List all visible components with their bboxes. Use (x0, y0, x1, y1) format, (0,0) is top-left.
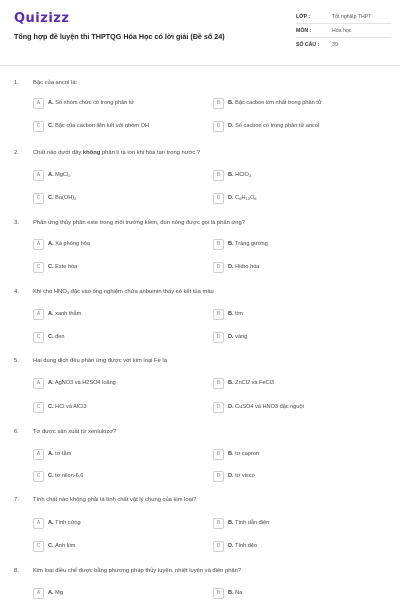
question-subscript: 3 (66, 290, 70, 295)
option-text: H (241, 195, 246, 201)
option-letter-box: D (213, 121, 224, 132)
option-text: Số nhóm chức có trong phân tử (55, 100, 135, 106)
option-subscript: 2 (74, 196, 77, 201)
option-letter-box: C (33, 193, 44, 204)
option-d[interactable] (213, 540, 383, 552)
quizizz-logo: Quizizz (14, 11, 70, 26)
option-label: D. (228, 123, 234, 129)
meta-row-subject (296, 24, 391, 38)
header-divider (0, 65, 400, 66)
option-text: tơ nilon-6,6 (55, 473, 84, 479)
option-label: A. (48, 241, 54, 247)
option-label: D. (228, 195, 234, 201)
option-b[interactable] (213, 169, 383, 181)
option-label: D. (228, 264, 234, 270)
option-text: đen (55, 334, 65, 340)
option-a[interactable] (33, 587, 203, 599)
option-text: CuSO4 và HNO3 đặc nguội (235, 404, 304, 410)
option-b[interactable] (213, 308, 383, 320)
option-text: Ánh kim (55, 543, 76, 549)
option-label: A. (48, 100, 54, 106)
option-letter-box: B (213, 378, 224, 389)
option-text: tím (235, 311, 243, 317)
option-label: B. (228, 241, 234, 247)
meta-value: Tốt nghiệp THPT (332, 13, 372, 20)
option-text: Tráng gương (235, 241, 268, 247)
option-letter-box: B (213, 518, 224, 529)
question-text: Phản ứng thủy phân este trong môi trường kiềm, đun nóng được gọi là phản ứng? (33, 220, 245, 226)
meta-value: Hóa học (332, 27, 352, 34)
option-letter-box: A (33, 98, 44, 109)
question-text: Kim loại điều chế được bằng phương pháp thủy luyện, nhiệt luyện và điện phân? (33, 568, 242, 574)
option-letter-box: B (213, 239, 224, 250)
option-b[interactable] (213, 517, 383, 529)
option-text: xanh thẫm (55, 311, 82, 317)
meta-key: MÔN : (296, 27, 312, 34)
question-text-emphasis: không (82, 150, 101, 156)
option-a[interactable] (33, 238, 203, 250)
option-text: HClO (235, 172, 249, 178)
question-number: 5. (14, 358, 19, 364)
question-text-part: phân li ra ion khi hòa tan trong nước ? (100, 150, 201, 156)
question-number: 6. (14, 429, 19, 435)
question-number: 1. (14, 80, 19, 86)
option-subscript: 6 (254, 196, 257, 201)
option-text: tơ capron (235, 451, 260, 457)
option-label: B. (228, 172, 234, 178)
option-a[interactable] (33, 308, 203, 320)
option-letter-box: A (33, 309, 44, 320)
option-label: A. (48, 451, 54, 457)
option-subscript: 6 (239, 196, 242, 201)
option-letter-box: B (213, 588, 224, 599)
option-d[interactable] (213, 470, 383, 482)
option-text: AgNO3 và H2SO4 loãng (54, 380, 116, 386)
option-text: vàng (235, 334, 248, 340)
option-text: Mg (55, 590, 63, 596)
question-number: 7. (14, 497, 19, 503)
option-label: C. (48, 404, 54, 410)
option-letter-box: C (33, 402, 44, 413)
meta-value: 39 (332, 42, 338, 48)
option-letter-box: B (213, 309, 224, 320)
document-title: Tổng hợp đề luyện thi THPTQG Hóa Học có lời giải (Đề số 24) (14, 32, 225, 41)
option-label: C. (48, 543, 54, 549)
option-label: A. (48, 172, 54, 178)
question-text (33, 150, 383, 156)
option-text: Hidro hóa (235, 264, 260, 270)
option-text: tơ visco (235, 473, 255, 479)
option-d[interactable] (213, 401, 383, 413)
option-subscript: 12 (245, 196, 250, 201)
question-text-part: Chất nào dưới đây (33, 150, 83, 156)
option-text: Tính cứng (55, 520, 81, 526)
option-letter-box: A (33, 518, 44, 529)
option-text: Số cacbon có trong phân tử ancol (235, 123, 320, 129)
option-label: D. (228, 543, 234, 549)
option-label: A. (48, 311, 54, 317)
option-letter-box: C (33, 332, 44, 343)
option-label: C. (48, 195, 54, 201)
option-letter-box: A (33, 239, 44, 250)
meta-key: LỚP : (296, 13, 311, 20)
option-label: A. (48, 380, 54, 386)
option-d[interactable] (213, 331, 383, 343)
option-d[interactable] (213, 120, 383, 132)
option-label: A. (48, 590, 54, 596)
option-text: HCl và AlCl3 (55, 404, 87, 410)
question-number: 4. (14, 289, 19, 295)
option-label: B. (228, 451, 234, 457)
question-text: Hai dung dịch đều phản ứng được với kim loại Fe là (33, 358, 167, 364)
option-b[interactable] (213, 587, 383, 599)
option-letter-box: D (213, 332, 224, 343)
option-letter-box: C (33, 471, 44, 482)
option-text: Tính dẻo (235, 543, 258, 549)
option-letter-box: D (213, 471, 224, 482)
option-label: D. (228, 473, 234, 479)
option-b[interactable] (213, 448, 383, 460)
question-text-part: Khi cho HNO (33, 289, 67, 295)
option-label: D. (228, 334, 234, 340)
option-letter-box: D (213, 262, 224, 273)
option-text: Este hóa (55, 264, 78, 270)
question-text: Tơ được sản xuất từ xenlulozơ? (33, 429, 117, 435)
option-label: B. (228, 520, 234, 526)
option-label: C. (48, 334, 54, 340)
option-a[interactable] (33, 97, 203, 109)
option-text: tơ tằm (55, 451, 72, 457)
meta-key: SỐ CÂU : (296, 42, 320, 48)
option-a[interactable] (33, 377, 203, 389)
option-text: Tính dẫn điện (235, 520, 270, 526)
option-label: C. (48, 264, 54, 270)
option-letter-box: B (213, 449, 224, 460)
option-d[interactable] (213, 192, 383, 204)
option-c[interactable] (33, 401, 203, 413)
option-text: ZnCl2 và FeCl3 (235, 380, 275, 386)
option-subscript: 2 (68, 173, 71, 178)
meta-row-question-count (296, 38, 391, 52)
question-number: 3. (14, 220, 19, 226)
option-text: Bậc cacbon lớn nhất trong phân tử (235, 100, 322, 106)
option-letter-box: A (33, 378, 44, 389)
option-letter-box: B (213, 98, 224, 109)
option-letter-box: D (213, 402, 224, 413)
question-text: Tính chất nào không phải là tính chất vật lý chung của kim loại? (33, 497, 197, 503)
option-label: C. (48, 123, 54, 129)
meta-row-grade (296, 10, 391, 24)
option-label: B. (228, 100, 234, 106)
question-number: 2. (14, 150, 19, 156)
option-label: B. (228, 380, 234, 386)
option-letter-box: A (33, 588, 44, 599)
option-text: Bậc của cacbon liên kết với nhóm OH (55, 123, 149, 129)
option-letter-box: D (213, 193, 224, 204)
option-c[interactable] (33, 331, 203, 343)
option-a[interactable] (33, 517, 203, 529)
option-text: MgCl (55, 172, 69, 178)
option-b[interactable] (213, 377, 383, 389)
option-text: Xà phòng hóa (55, 241, 90, 247)
option-label: A. (48, 520, 54, 526)
option-c[interactable] (33, 120, 203, 132)
option-text: C (235, 195, 240, 201)
option-letter-box: C (33, 262, 44, 273)
option-letter-box: C (33, 121, 44, 132)
option-c[interactable] (33, 540, 203, 552)
question-text (33, 289, 383, 295)
option-c[interactable] (33, 470, 203, 482)
option-d[interactable] (213, 261, 383, 273)
option-letter-box: A (33, 170, 44, 181)
option-text: O (249, 195, 255, 201)
option-label: C. (48, 473, 54, 479)
option-b[interactable] (213, 238, 383, 250)
option-subscript: 3 (248, 173, 252, 178)
question-text-part: đặc vào ống nghiệm chứa anbumin thấy có kết tủa màu (69, 289, 214, 295)
meta-info (296, 10, 391, 52)
option-letter-box: B (213, 170, 224, 181)
question-text: Bậc của ancol là: (33, 80, 78, 86)
option-letter-box: D (213, 541, 224, 552)
option-a[interactable] (33, 169, 203, 181)
question-number: 8. (14, 568, 19, 574)
option-c[interactable] (33, 192, 203, 204)
page-header (0, 0, 400, 64)
option-text: Ba(OH) (55, 195, 75, 201)
option-c[interactable] (33, 261, 203, 273)
option-letter-box: C (33, 541, 44, 552)
option-b[interactable] (213, 97, 383, 109)
option-label: D. (228, 404, 234, 410)
option-letter-box: A (33, 449, 44, 460)
option-text: Na (235, 590, 243, 596)
option-label: B. (228, 311, 234, 317)
option-a[interactable] (33, 448, 203, 460)
option-label: B. (228, 590, 234, 596)
